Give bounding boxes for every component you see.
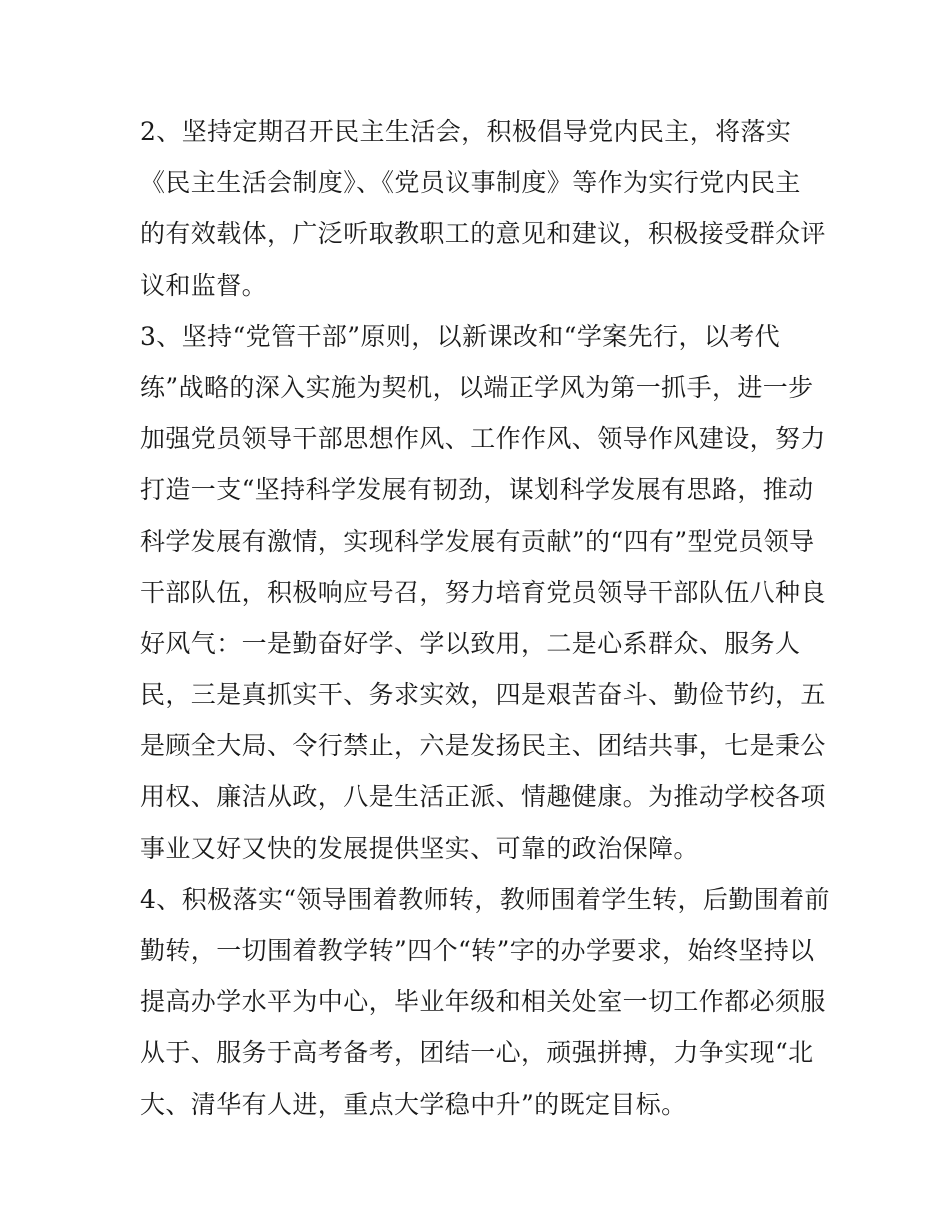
text-line: 大、清华有人进，重点大学稳中升”的既定目标。: [140, 1089, 687, 1119]
text-line: 打造一支“坚持科学发展有韧劲，谋划科学发展有思路，推动: [140, 475, 814, 505]
text-line: 4、积极落实“领导围着教师转，教师围着学生转，后勤围着前: [140, 884, 830, 914]
document-body: [140, 106, 830, 1130]
text-line: 科学发展有激情，实现科学发展有贡献”的“四有”型党员领导: [140, 526, 815, 556]
text-line: 民，三是真抓实干、务求实效，四是艰苦奋斗、勤俭节约，五: [140, 680, 826, 710]
text-line: 事业又好又快的发展提供坚实、可靠的政治保障。: [140, 833, 699, 863]
text-line: 练”战略的深入实施为契机，以端正学风为第一抓手，进一步: [140, 372, 814, 402]
text-line: 2、坚持定期召开民主生活会，积极倡导党内民主，将落实: [140, 117, 792, 146]
text-line: 加强党员领导干部思想作风、工作作风、领导作风建设，努力: [140, 424, 826, 454]
text-line: 提高办学水平为中心，毕业年级和相关处室一切工作都必须服: [140, 987, 826, 1017]
text-line: 的有效载体，广泛听取教职工的意见和建议，积极接受群众评: [140, 219, 826, 249]
text-line: 好风气：一是勤奋好学、学以致用，二是心系群众、服务人: [140, 628, 801, 658]
text-line: 3、坚持“党管干部”原则，以新课改和“学案先行，以考代: [140, 321, 781, 351]
text-line: 《民主生活会制度》、《党员议事制度》等作为实行党内民主: [140, 168, 801, 198]
text-line: 勤转，一切围着教学转”四个“转”字的办学要求，始终坚持以: [140, 936, 815, 965]
text-line: 用权、廉洁从政，八是生活正派、情趣健康。为推动学校各项: [140, 782, 826, 812]
text-line: 是顾全大局、令行禁止，六是发扬民主、团结共事，七是秉公: [140, 731, 826, 761]
text-line: 从于、服务于高考备考，团结一心，顽强拼搏，力争实现“北: [140, 1038, 814, 1068]
text-line: 议和监督。: [140, 270, 268, 300]
text-line: 干部队伍，积极响应号召，努力培育党员领导干部队伍八种良: [140, 577, 826, 607]
